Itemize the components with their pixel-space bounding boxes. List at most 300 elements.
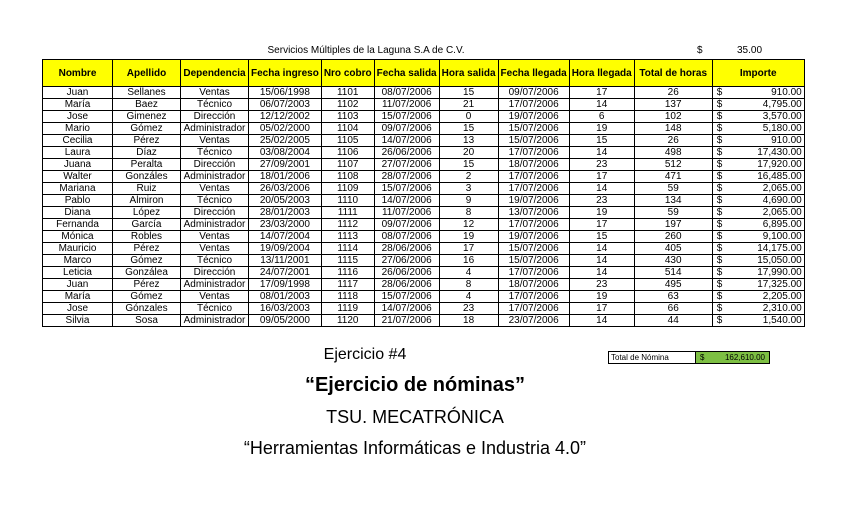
currency-symbol: $: [716, 207, 723, 218]
column-header: Hora llegada: [569, 60, 634, 87]
table-cell: 8: [439, 207, 498, 219]
table-cell: 17/07/2006: [498, 183, 569, 195]
table-cell: 09/05/2000: [249, 315, 322, 327]
importe-cell: [712, 135, 804, 147]
table-cell: 17: [569, 303, 634, 315]
table-cell: Pérez: [113, 243, 181, 255]
total-value-cell: [696, 352, 769, 363]
currency-symbol: $: [716, 111, 723, 122]
importe-cell: [712, 183, 804, 195]
table-cell: Almiron: [113, 195, 181, 207]
table-cell: 1118: [321, 291, 374, 303]
table-cell: Dirección: [181, 159, 249, 171]
table-cell: Fernanda: [43, 219, 113, 231]
importe-cell: [712, 147, 804, 159]
table-cell: 28/06/2006: [374, 279, 439, 291]
table-cell: 405: [634, 243, 712, 255]
importe-cell: [712, 111, 804, 123]
currency-symbol: $: [716, 279, 723, 290]
table-cell: 1101: [321, 87, 374, 99]
importe-value: 4,795.00: [762, 99, 802, 110]
currency-symbol: $: [716, 303, 723, 314]
table-cell: 1110: [321, 195, 374, 207]
table-cell: 23/03/2000: [249, 219, 322, 231]
table-row: [43, 135, 805, 147]
table-cell: Ventas: [181, 243, 249, 255]
column-header: Fecha ingreso: [249, 60, 322, 87]
column-header: Nombre: [43, 60, 113, 87]
table-cell: Díaz: [113, 147, 181, 159]
course-name: “Herramientas Informáticas e Industria 4.0”: [243, 438, 587, 458]
table-cell: 23: [569, 279, 634, 291]
importe-cell: [712, 267, 804, 279]
table-cell: 25/02/2005: [249, 135, 322, 147]
table-cell: 2: [439, 171, 498, 183]
table-cell: 14/07/2006: [374, 135, 439, 147]
table-cell: 21: [439, 99, 498, 111]
importe-value: 17,325.00: [757, 279, 802, 290]
table-cell: 17/09/1998: [249, 279, 322, 291]
table-cell: 12/12/2002: [249, 111, 322, 123]
table-cell: 1113: [321, 231, 374, 243]
table-cell: Administrador: [181, 123, 249, 135]
column-header: Fecha salida: [374, 60, 439, 87]
table-cell: Ventas: [181, 135, 249, 147]
table-cell: 1103: [321, 111, 374, 123]
column-header: Fecha llegada: [498, 60, 569, 87]
table-cell: 09/07/2006: [374, 123, 439, 135]
table-cell: 12: [439, 219, 498, 231]
importe-value: 17,430.00: [757, 147, 802, 158]
table-cell: Mariana: [43, 183, 113, 195]
table-cell: 26: [634, 87, 712, 99]
column-header: Total de horas: [634, 60, 712, 87]
table-cell: Silvia: [43, 315, 113, 327]
table-cell: Administrador: [181, 219, 249, 231]
table-cell: 17: [569, 171, 634, 183]
table-cell: Ventas: [181, 291, 249, 303]
importe-value: 910.00: [771, 87, 802, 98]
table-cell: 23: [569, 195, 634, 207]
table-cell: 14: [569, 243, 634, 255]
table-cell: 1119: [321, 303, 374, 315]
table-row: [43, 87, 805, 99]
table-cell: María: [43, 291, 113, 303]
column-header: Importe: [712, 60, 804, 87]
table-row: [43, 219, 805, 231]
table-cell: 28/01/2003: [249, 207, 322, 219]
currency-symbol: $: [716, 123, 723, 134]
table-cell: 14: [569, 267, 634, 279]
table-row: [43, 231, 805, 243]
table-row: [43, 267, 805, 279]
table-cell: 8: [439, 279, 498, 291]
table-cell: 24/07/2001: [249, 267, 322, 279]
table-row: [43, 99, 805, 111]
table-cell: 17/07/2006: [498, 291, 569, 303]
table-cell: Laura: [43, 147, 113, 159]
table-cell: 1107: [321, 159, 374, 171]
table-cell: Ruiz: [113, 183, 181, 195]
importe-value: 2,310.00: [762, 303, 802, 314]
table-cell: 1117: [321, 279, 374, 291]
table-cell: 17: [439, 243, 498, 255]
table-cell: 19: [569, 123, 634, 135]
currency-symbol: $: [716, 147, 723, 158]
table-cell: 13: [439, 135, 498, 147]
table-cell: 17/07/2006: [498, 171, 569, 183]
table-cell: 102: [634, 111, 712, 123]
table-cell: Administrador: [181, 279, 249, 291]
table-cell: 16/03/2003: [249, 303, 322, 315]
currency-symbol: $: [716, 243, 723, 254]
table-cell: Marco: [43, 255, 113, 267]
company-name: Servicios Múltiples de la Laguna S.A de C.V.: [267, 45, 465, 56]
table-cell: 17: [569, 219, 634, 231]
table-cell: 27/06/2006: [374, 255, 439, 267]
table-cell: Juan: [43, 87, 113, 99]
table-cell: Walter: [43, 171, 113, 183]
table-cell: 17/07/2006: [498, 147, 569, 159]
table-cell: 26/06/2006: [374, 147, 439, 159]
table-cell: 59: [634, 183, 712, 195]
table-cell: 260: [634, 231, 712, 243]
table-cell: 430: [634, 255, 712, 267]
payroll-table: [42, 59, 805, 327]
table-cell: 0: [439, 111, 498, 123]
table-row: [43, 315, 805, 327]
table-cell: 1112: [321, 219, 374, 231]
table-cell: Administrador: [181, 315, 249, 327]
importe-cell: [712, 303, 804, 315]
column-header: Dependencia: [181, 60, 249, 87]
table-cell: 471: [634, 171, 712, 183]
table-cell: 14/07/2004: [249, 231, 322, 243]
payroll-total-box: [608, 351, 770, 364]
currency-symbol: $: [716, 99, 723, 110]
table-cell: 21/07/2006: [374, 315, 439, 327]
table-cell: 18/07/2006: [498, 159, 569, 171]
column-header: Hora salida: [439, 60, 498, 87]
table-cell: 13/07/2006: [498, 207, 569, 219]
importe-cell: [712, 279, 804, 291]
table-cell: 3: [439, 183, 498, 195]
table-cell: Mónica: [43, 231, 113, 243]
table-cell: Gonzáles: [113, 171, 181, 183]
table-row: [43, 123, 805, 135]
table-cell: 15/07/2006: [498, 135, 569, 147]
table-cell: 9: [439, 195, 498, 207]
table-cell: Dirección: [181, 207, 249, 219]
table-cell: Pérez: [113, 135, 181, 147]
table-cell: Dirección: [181, 111, 249, 123]
table-cell: 14: [569, 147, 634, 159]
table-cell: 14/07/2006: [374, 195, 439, 207]
table-cell: 514: [634, 267, 712, 279]
importe-cell: [712, 231, 804, 243]
table-cell: 23: [439, 303, 498, 315]
table-body: [43, 87, 805, 327]
total-currency-symbol: $: [700, 353, 705, 362]
table-row: [43, 255, 805, 267]
table-cell: 66: [634, 303, 712, 315]
importe-cell: [712, 219, 804, 231]
table-cell: 4: [439, 291, 498, 303]
table-cell: 15/06/1998: [249, 87, 322, 99]
table-cell: 19: [439, 231, 498, 243]
table-cell: 15/07/2006: [498, 255, 569, 267]
table-cell: 19/07/2006: [498, 111, 569, 123]
sheet-title-row: [42, 45, 772, 59]
importe-value: 15,050.00: [757, 255, 802, 266]
table-cell: 1109: [321, 183, 374, 195]
table-row: [43, 147, 805, 159]
table-row: [43, 171, 805, 183]
table-cell: Juana: [43, 159, 113, 171]
table-cell: 63: [634, 291, 712, 303]
currency-symbol: $: [716, 87, 723, 98]
table-cell: 15/07/2006: [374, 111, 439, 123]
table-row: [43, 279, 805, 291]
table-cell: 1108: [321, 171, 374, 183]
table-row: [43, 111, 805, 123]
table-cell: 15: [439, 123, 498, 135]
currency-symbol: $: [716, 231, 723, 242]
table-cell: 14: [569, 315, 634, 327]
table-cell: 19/09/2004: [249, 243, 322, 255]
table-cell: 495: [634, 279, 712, 291]
table-cell: 26/03/2006: [249, 183, 322, 195]
table-cell: Gómez: [113, 291, 181, 303]
table-cell: 1115: [321, 255, 374, 267]
table-cell: 05/02/2000: [249, 123, 322, 135]
table-cell: Administrador: [181, 171, 249, 183]
exercise-number: Ejercicio #4: [323, 346, 407, 363]
table-cell: Gonzálea: [113, 267, 181, 279]
hourly-rate-value: 35.00: [737, 45, 763, 56]
importe-cell: [712, 207, 804, 219]
table-cell: 13/11/2001: [249, 255, 322, 267]
table-cell: 09/07/2006: [374, 219, 439, 231]
column-header: Apellido: [113, 60, 181, 87]
table-cell: 16: [439, 255, 498, 267]
table-cell: 15/07/2006: [498, 123, 569, 135]
program-name: TSU. MECATRÓNICA: [326, 407, 504, 427]
table-cell: Gónzales: [113, 303, 181, 315]
currency-symbol: $: [716, 315, 723, 326]
table-cell: Jose: [43, 303, 113, 315]
table-cell: Diana: [43, 207, 113, 219]
table-cell: Sosa: [113, 315, 181, 327]
table-cell: 14: [569, 99, 634, 111]
table-cell: 26/06/2006: [374, 267, 439, 279]
importe-value: 2,065.00: [762, 207, 802, 218]
table-cell: Robles: [113, 231, 181, 243]
importe-cell: [712, 87, 804, 99]
table-cell: 08/07/2006: [374, 87, 439, 99]
importe-value: 17,920.00: [757, 159, 802, 170]
table-cell: 19: [569, 291, 634, 303]
table-cell: Técnico: [181, 303, 249, 315]
importe-value: 2,065.00: [762, 183, 802, 194]
table-cell: 23: [569, 159, 634, 171]
table-cell: 1102: [321, 99, 374, 111]
table-cell: Mario: [43, 123, 113, 135]
table-cell: 18/07/2006: [498, 279, 569, 291]
table-cell: Gimenez: [113, 111, 181, 123]
importe-value: 5,180.00: [762, 123, 802, 134]
table-cell: 09/07/2006: [498, 87, 569, 99]
table-cell: 11/07/2006: [374, 99, 439, 111]
table-cell: 08/07/2006: [374, 231, 439, 243]
importe-value: 2,205.00: [762, 291, 802, 302]
currency-symbol: $: [716, 291, 723, 302]
table-cell: Pérez: [113, 279, 181, 291]
table-cell: Técnico: [181, 147, 249, 159]
table-cell: 14: [569, 183, 634, 195]
table-cell: Cecilia: [43, 135, 113, 147]
importe-value: 17,990.00: [757, 267, 802, 278]
currency-symbol: $: [716, 255, 723, 266]
table-cell: 08/01/2003: [249, 291, 322, 303]
table-cell: 15/07/2006: [374, 183, 439, 195]
importe-cell: [712, 195, 804, 207]
table-cell: 15: [439, 87, 498, 99]
table-cell: Peralta: [113, 159, 181, 171]
table-cell: 17/07/2006: [498, 267, 569, 279]
importe-value: 4,690.00: [762, 195, 802, 206]
table-cell: 197: [634, 219, 712, 231]
table-cell: Jose: [43, 111, 113, 123]
importe-cell: [712, 315, 804, 327]
table-cell: 17/07/2006: [498, 219, 569, 231]
currency-symbol: $: [716, 135, 723, 146]
table-cell: María: [43, 99, 113, 111]
table-cell: 15/07/2006: [374, 291, 439, 303]
importe-cell: [712, 171, 804, 183]
currency-symbol: $: [716, 195, 723, 206]
table-cell: 14: [569, 255, 634, 267]
table-cell: 20: [439, 147, 498, 159]
table-cell: 134: [634, 195, 712, 207]
importe-cell: [712, 123, 804, 135]
importe-value: 3,570.00: [762, 111, 802, 122]
table-cell: 19: [569, 207, 634, 219]
table-cell: 6: [569, 111, 634, 123]
table-cell: 14/07/2006: [374, 303, 439, 315]
table-cell: 27/09/2001: [249, 159, 322, 171]
table-cell: Leticia: [43, 267, 113, 279]
table-cell: Ventas: [181, 87, 249, 99]
total-value: 162,610.00: [724, 353, 765, 362]
importe-value: 9,100.00: [762, 231, 802, 242]
table-cell: 15: [569, 231, 634, 243]
table-cell: 148: [634, 123, 712, 135]
importe-value: 910.00: [771, 135, 802, 146]
table-cell: 1111: [321, 207, 374, 219]
table-cell: 19/07/2006: [498, 195, 569, 207]
table-cell: 44: [634, 315, 712, 327]
table-cell: Pablo: [43, 195, 113, 207]
table-cell: 59: [634, 207, 712, 219]
currency-symbol: $: [716, 219, 723, 230]
currency-symbol: $: [716, 159, 723, 170]
table-cell: 18: [439, 315, 498, 327]
table-cell: García: [113, 219, 181, 231]
table-cell: 498: [634, 147, 712, 159]
table-cell: 03/08/2004: [249, 147, 322, 159]
table-cell: 15: [569, 135, 634, 147]
table-cell: 17: [569, 87, 634, 99]
table-cell: 1120: [321, 315, 374, 327]
table-cell: 06/07/2003: [249, 99, 322, 111]
currency-symbol: $: [716, 267, 723, 278]
total-label: Total de Nómina: [609, 352, 696, 363]
table-cell: Gómez: [113, 123, 181, 135]
table-cell: Ventas: [181, 183, 249, 195]
table-cell: 1106: [321, 147, 374, 159]
column-header: Nro cobro: [321, 60, 374, 87]
document-heading: “Ejercicio de nóminas”: [304, 374, 526, 396]
table-cell: Técnico: [181, 99, 249, 111]
table-row: [43, 303, 805, 315]
importe-value: 16,485.00: [757, 171, 802, 182]
table-cell: 11/07/2006: [374, 207, 439, 219]
table-cell: 28/07/2006: [374, 171, 439, 183]
table-cell: 137: [634, 99, 712, 111]
table-cell: 512: [634, 159, 712, 171]
table-cell: 19/07/2006: [498, 231, 569, 243]
table-cell: Gómez: [113, 255, 181, 267]
table-cell: 20/05/2003: [249, 195, 322, 207]
table-cell: 1104: [321, 123, 374, 135]
table-cell: 4: [439, 267, 498, 279]
table-cell: 17/07/2006: [498, 303, 569, 315]
table-cell: 27/07/2006: [374, 159, 439, 171]
table-cell: 1105: [321, 135, 374, 147]
importe-value: 6,895.00: [762, 219, 802, 230]
table-cell: 17/07/2006: [498, 99, 569, 111]
importe-cell: [712, 243, 804, 255]
table-cell: 15: [439, 159, 498, 171]
importe-cell: [712, 159, 804, 171]
importe-cell: [712, 99, 804, 111]
hourly-rate-symbol: $: [697, 45, 703, 56]
table-cell: 1114: [321, 243, 374, 255]
table-cell: López: [113, 207, 181, 219]
table-cell: Sellanes: [113, 87, 181, 99]
table-cell: Ventas: [181, 231, 249, 243]
table-row: [43, 291, 805, 303]
table-cell: Mauricio: [43, 243, 113, 255]
table-cell: Técnico: [181, 255, 249, 267]
table-row: [43, 183, 805, 195]
importe-value: 1,540.00: [762, 315, 802, 326]
table-cell: Dirección: [181, 267, 249, 279]
table-cell: 26: [634, 135, 712, 147]
table-cell: 1116: [321, 267, 374, 279]
importe-cell: [712, 291, 804, 303]
table-cell: 18/01/2006: [249, 171, 322, 183]
table-row: [43, 195, 805, 207]
table-row: [43, 207, 805, 219]
table-cell: 28/06/2006: [374, 243, 439, 255]
table-row: [43, 243, 805, 255]
currency-symbol: $: [716, 171, 723, 182]
importe-cell: [712, 255, 804, 267]
importe-value: 14,175.00: [757, 243, 802, 254]
table-header-row: [43, 60, 805, 87]
